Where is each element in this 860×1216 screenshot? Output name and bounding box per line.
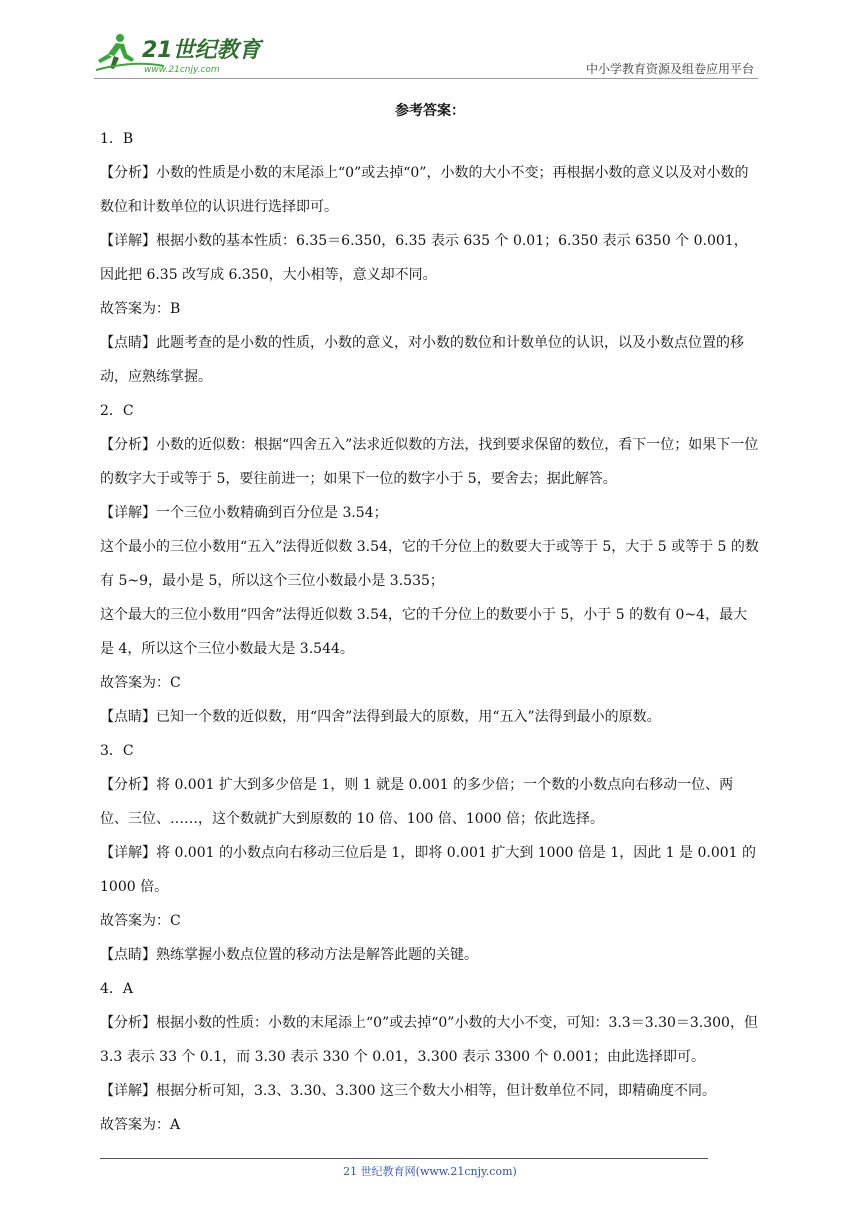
page-header [94, 30, 758, 80]
answer-line: 故答案为：C [100, 913, 181, 929]
answer-paragraph: 【点睛】此题考查的是小数的性质，小数的意义，对小数的数位和计数单位的认识，以及小数点位置的移动，应熟练掌握。 [100, 335, 744, 385]
answer-content [100, 100, 760, 1149]
answer-line: 【详解】一个三位小数精确到百分位是 3.54； [100, 505, 388, 521]
answer-paragraph: 【分析】根据小数的性质：小数的末尾添上“0”或去掉“0”小数的大小不变，可知：3.3＝3.30＝3.300，但 3.3 表示 33 个 0.1，而 3.30 表示 330 个 0.01，3.300 表示 3300 个 0.001；由此选择即可。 [100, 1015, 758, 1065]
answer-line: 2．C [100, 403, 134, 419]
answer-line: 故答案为：C [100, 675, 181, 691]
answer-line: 故答案为：B [100, 301, 181, 317]
answer-paragraph: 【分析】小数的性质是小数的末尾添上“0”或去掉“0”，小数的大小不变；再根据小数的意义以及对小数的数位和计数单位的认识进行选择即可。 [100, 165, 749, 215]
footer-divider [100, 1158, 708, 1159]
answer-line: 3．C [100, 743, 134, 759]
answer-line: 1．B [100, 131, 134, 147]
logo-url: www.21cnjy.com [144, 65, 220, 75]
answer-line: 【点睛】已知一个数的近似数，用“四舍”法得到最大的原数，用“五入”法得到最小的原数。 [100, 709, 661, 725]
logo-text: 21世纪教育 [142, 38, 261, 63]
site-logo [94, 30, 264, 76]
answer-paragraph: 【详解】将 0.001 的小数点向右移动三位后是 1，即将 0.001 扩大到 1000 倍是 1，因此 1 是 0.001 的 1000 倍。 [100, 845, 756, 895]
page-title: 参考答案： [395, 103, 465, 119]
answer-paragraph: 【分析】将 0.001 扩大到多少倍是 1，则 1 就是 0.001 的多少倍；一个数的小数点向右移动一位、两位、三位、……，这个数就扩大到原数的 10 倍、100 倍、1000 倍；依此选择。 [100, 777, 734, 827]
answer-line: 故答案为：A [100, 1117, 181, 1133]
page-footer: 21 世纪教育网(www.21cnjy.com) [343, 1165, 517, 1178]
answer-line: 【点睛】熟练掌握小数点位置的移动方法是解答此题的关键。 [100, 947, 478, 963]
answer-blocks [100, 129, 760, 1135]
answer-paragraph: 【分析】小数的近似数：根据“四舍五入”法求近似数的方法，找到要求保留的数位，看下一位；如果下一位的数字大于或等于 5，要往前进一；如果下一位的数字小于 5，要舍去；据此解答。 [100, 437, 759, 487]
answer-line: 【详解】根据分析可知，3.3、3.30、3.300 这三个数大小相等，但计数单位不同，即精确度不同。 [100, 1083, 716, 1099]
site-title: 中小学教育资源及组卷应用平台 [585, 62, 754, 76]
header-divider [94, 78, 758, 79]
answer-line: 4．A [100, 981, 134, 997]
answer-paragraph: 【详解】根据小数的基本性质：6.35＝6.350，6.35 表示 635 个 0.01；6.350 表示 6350 个 0.001，因此把 6.35 改写成 6.350，大小相等，意义却不同。 [100, 233, 748, 283]
answer-paragraph: 这个最小的三位小数用“五入”法得近似数 3.54，它的千分位上的数要大于或等于 5，大于 5 或等于 5 的数有 5~9，最小是 5，所以这个三位小数最小是 3.535； [100, 539, 759, 589]
answer-paragraph: 这个最大的三位小数用“四舍”法得近似数 3.54，它的千分位上的数要小于 5，小于 5 的数有 0~4，最大是 4，所以这个三位小数最大是 3.544。 [100, 607, 748, 657]
